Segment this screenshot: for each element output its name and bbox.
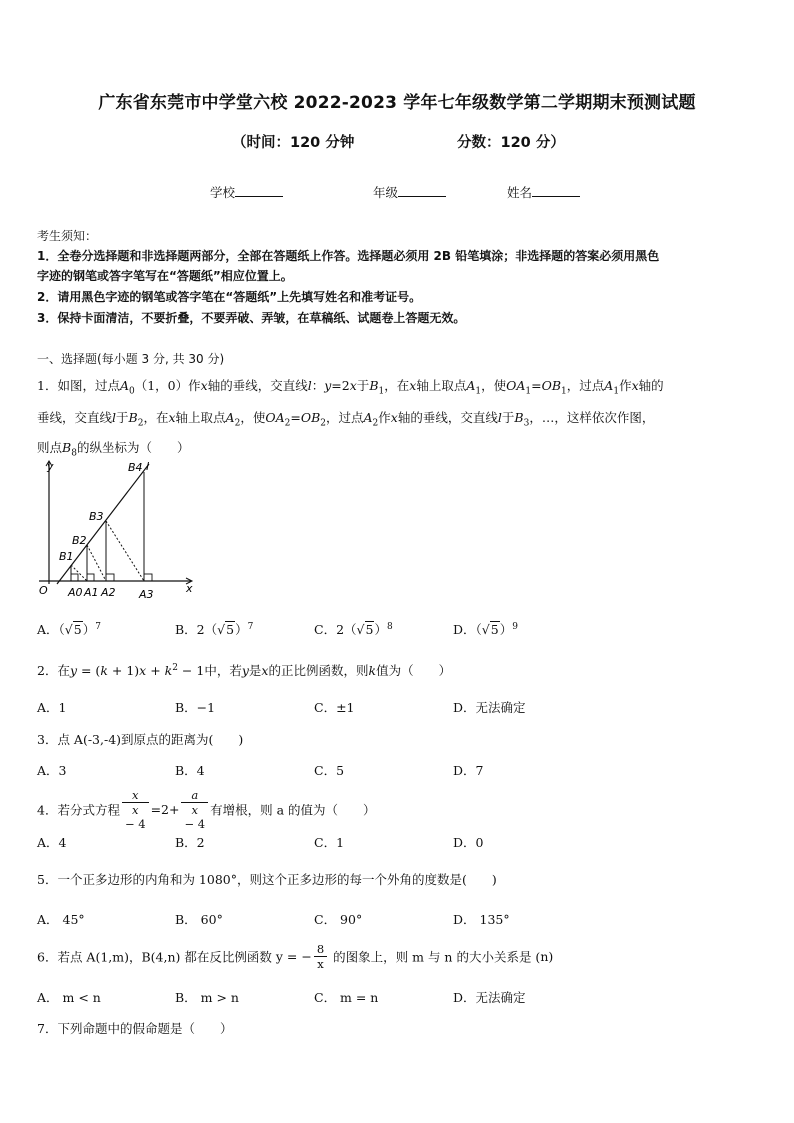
q4-option-b[interactable]: B．2 bbox=[175, 835, 205, 850]
q6-fraction: $\frac{8}{x}$ bbox=[314, 942, 327, 971]
right-angle-a3 bbox=[144, 574, 152, 581]
label-y: y bbox=[47, 460, 54, 473]
grade-blank bbox=[398, 184, 446, 197]
q1-option-d[interactable]: D．$(√5)^9$ bbox=[453, 621, 518, 637]
section-heading: 一、选择题(每小题 3 分, 共 30 分) bbox=[37, 352, 225, 366]
dotted-b2-a2 bbox=[87, 545, 106, 581]
name-blank bbox=[532, 184, 580, 197]
q1-option-a[interactable]: A．$(√5)^7$ bbox=[37, 621, 101, 637]
label-b1: B1 bbox=[59, 550, 74, 563]
label-a0: A0 bbox=[68, 586, 83, 599]
label-b2: B2 bbox=[72, 534, 87, 547]
label-a1: A1 bbox=[84, 586, 99, 599]
q1-figure bbox=[35, 456, 200, 604]
q4-option-c[interactable]: C．1 bbox=[314, 835, 345, 850]
q5-option-b[interactable]: B． 60° bbox=[175, 912, 223, 927]
right-angle-a1 bbox=[87, 574, 94, 581]
q1-option-b[interactable]: B．$2(√5)^7$ bbox=[175, 621, 254, 637]
notice-item-1-cont: 字迹的钢笔或答字笔写在“答题纸”相应位置上。 bbox=[37, 269, 293, 283]
q4-option-a[interactable]: A．4 bbox=[37, 835, 67, 850]
dotted-b3-a3 bbox=[106, 521, 144, 581]
label-a2: A2 bbox=[101, 586, 116, 599]
q4-fraction-2: a x − 4 bbox=[181, 788, 208, 831]
school-field bbox=[210, 183, 283, 201]
grade-label: 年级 bbox=[373, 185, 399, 200]
q2-option-c[interactable]: C．±1 bbox=[314, 700, 355, 715]
q6-stem: 6．若点 A(1,m)，B(4,n) 都在反比例函数 y = − $\frac{8}{x}$ 的图象上，则 m 与 n 的大小关系是 (n) bbox=[37, 942, 554, 971]
q5-option-a[interactable]: A． 45° bbox=[37, 912, 85, 927]
q7-stem: 7．下列命题中的假命题是（ ） bbox=[37, 1021, 233, 1036]
q2-option-a[interactable]: A．1 bbox=[37, 700, 67, 715]
q5-stem: 5．一个正多边形的内角和为 1080°，则这个正多边形的每一个外角的度数是( ) bbox=[37, 872, 497, 887]
q3-stem: 3．点 A(-3,-4)到原点的距离为( ) bbox=[37, 732, 244, 747]
right-angle-a0 bbox=[71, 574, 78, 581]
q6-option-b[interactable]: B． m > n bbox=[175, 990, 239, 1005]
q6-option-c[interactable]: C． m = n bbox=[314, 990, 379, 1005]
q4-fraction-1: x x − 4 bbox=[122, 788, 149, 831]
label-a3: A3 bbox=[139, 588, 154, 601]
q2-option-d[interactable]: D．无法确定 bbox=[453, 700, 526, 715]
notice-heading: 考生须知： bbox=[37, 229, 98, 243]
q6-option-a[interactable]: A． m < n bbox=[37, 990, 101, 1005]
name-label: 姓名 bbox=[507, 185, 533, 200]
notice-item-3: 3．保持卡面清洁，不要折叠，不要弄破、弄皱，在草稿纸、试题卷上答题无效。 bbox=[37, 311, 466, 325]
label-b4: B4 bbox=[128, 461, 143, 474]
q5-option-d[interactable]: D． 135° bbox=[453, 912, 510, 927]
notice-item-1: 1．全卷分选择题和非选择题两部分，全部在答题纸上作答。选择题必须用 2B 铅笔填涂；非选择题的答案必须用黑色 bbox=[37, 249, 660, 263]
q2-option-b[interactable]: B．−1 bbox=[175, 700, 216, 715]
q6-option-d[interactable]: D．无法确定 bbox=[453, 990, 526, 1005]
q1-line-3: 则点$B_8$的纵坐标为（ ） bbox=[37, 440, 190, 459]
label-b3: B3 bbox=[89, 510, 104, 523]
q1-option-c[interactable]: C．$2(√5)^8$ bbox=[314, 621, 393, 637]
right-angle-a2 bbox=[106, 574, 114, 581]
q2-stem: 2．在$y = (k + 1)x + k^2 - 1$中，若y是x的正比例函数，则k值为（ ） bbox=[37, 662, 452, 678]
grade-field bbox=[373, 183, 446, 201]
notice-item-2: 2．请用黑色字迹的钢笔或答字笔在“答题纸”上先填写姓名和准考证号。 bbox=[37, 290, 422, 304]
q3-option-c[interactable]: C．5 bbox=[314, 763, 345, 778]
page-title: 广东省东莞市中学堂六校 2022-2023 学年七年级数学第二学期期末预测试题 bbox=[98, 93, 696, 113]
school-label: 学校 bbox=[210, 185, 236, 200]
exam-time: （时间：120 分钟 bbox=[232, 135, 355, 151]
exam-score: 分数：120 分） bbox=[457, 135, 565, 151]
q4-stem: 4．若分式方程 x x − 4 =2+ a x − 4 有增根，则 a 的值为（ ） bbox=[37, 788, 376, 831]
name-field bbox=[507, 183, 580, 201]
label-x: x bbox=[186, 582, 193, 595]
q1-line-1: 1．如图，过点$A_0(1$，0）作x轴的垂线，交直线l：y=2x于$B_1$，在x轴上取点$A_1$，使$OA_1=OB_1$，过点$A_1$作x轴的 bbox=[37, 378, 664, 397]
q3-option-a[interactable]: A．3 bbox=[37, 763, 67, 778]
q3-option-b[interactable]: B．4 bbox=[175, 763, 205, 778]
q1-line-2: 垂线，交直线l于$B_2$，在x轴上取点$A_2$，使$OA_2=OB_2$，过点$A_2$作x轴的垂线，交直线l于$B_3$，…，这样依次作图， bbox=[37, 410, 655, 429]
q5-option-c[interactable]: C． 90° bbox=[314, 912, 363, 927]
q4-option-d[interactable]: D．0 bbox=[453, 835, 484, 850]
label-o: O bbox=[39, 584, 48, 597]
label-l: l bbox=[146, 460, 150, 473]
school-blank bbox=[235, 184, 283, 197]
dotted-b1-a1 bbox=[71, 565, 87, 581]
q3-option-d[interactable]: D．7 bbox=[453, 763, 484, 778]
